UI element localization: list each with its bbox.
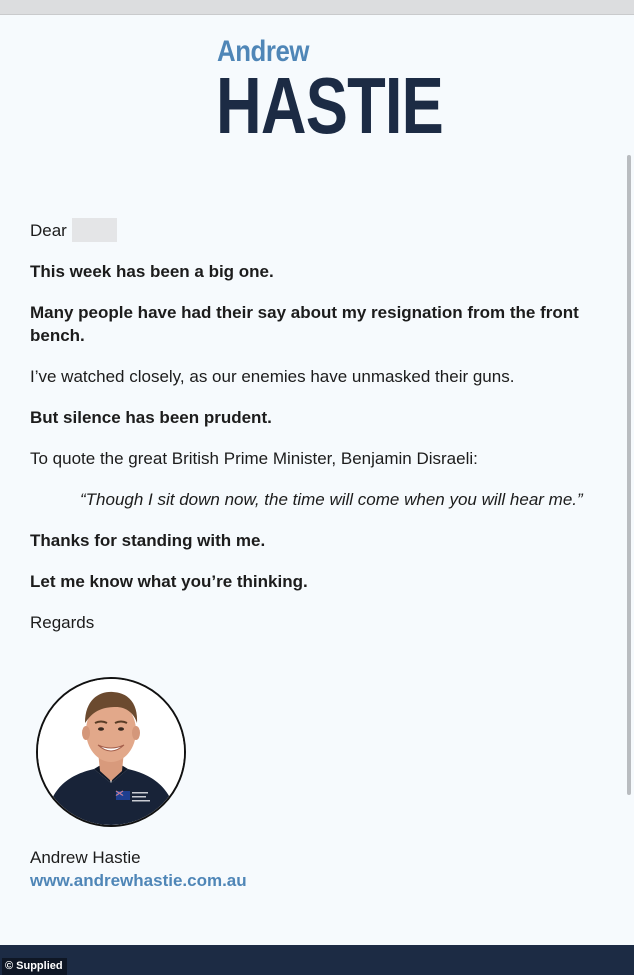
scrollbar-thumb[interactable]: [627, 155, 631, 795]
paragraph-watched-closely: I’ve watched closely, as our enemies have unmasked their guns.: [30, 367, 515, 386]
paragraph-let-me-know: Let me know what you’re thinking.: [30, 572, 308, 591]
paragraph-thanks: Thanks for standing with me.: [30, 531, 266, 550]
disraeli-quote: “Though I sit down now, the time will come when you will hear me.”: [80, 490, 583, 509]
footer-bar: [0, 945, 634, 975]
browser-top-strip: [0, 0, 634, 15]
paragraph-quote-intro: To quote the great British Prime Minister, Benjamin Disraeli:: [30, 449, 478, 468]
signoff-regards: Regards: [30, 613, 95, 632]
portrait-illustration: [38, 679, 184, 825]
paragraph-big-week: This week has been a big one.: [30, 262, 274, 281]
redacted-recipient-name: [72, 218, 117, 242]
andrew-hastie-logo: [216, 35, 444, 150]
greeting-line: [30, 218, 600, 242]
logo-first-name: Andrew: [217, 35, 310, 68]
letter-content: [30, 218, 600, 652]
paragraph-silence: But silence has been prudent.: [30, 408, 272, 427]
photo-credit: © Supplied: [2, 958, 67, 975]
paragraph-resignation: Many people have had their say about my resignation from the front bench.: [30, 303, 579, 345]
greeting-text: Dear: [30, 220, 67, 240]
website-link[interactable]: www.andrewhastie.com.au: [30, 871, 247, 890]
avatar-photo: [36, 677, 186, 827]
logo-last-name: HASTIE: [216, 61, 444, 150]
signature-name: Andrew Hastie: [30, 848, 141, 867]
